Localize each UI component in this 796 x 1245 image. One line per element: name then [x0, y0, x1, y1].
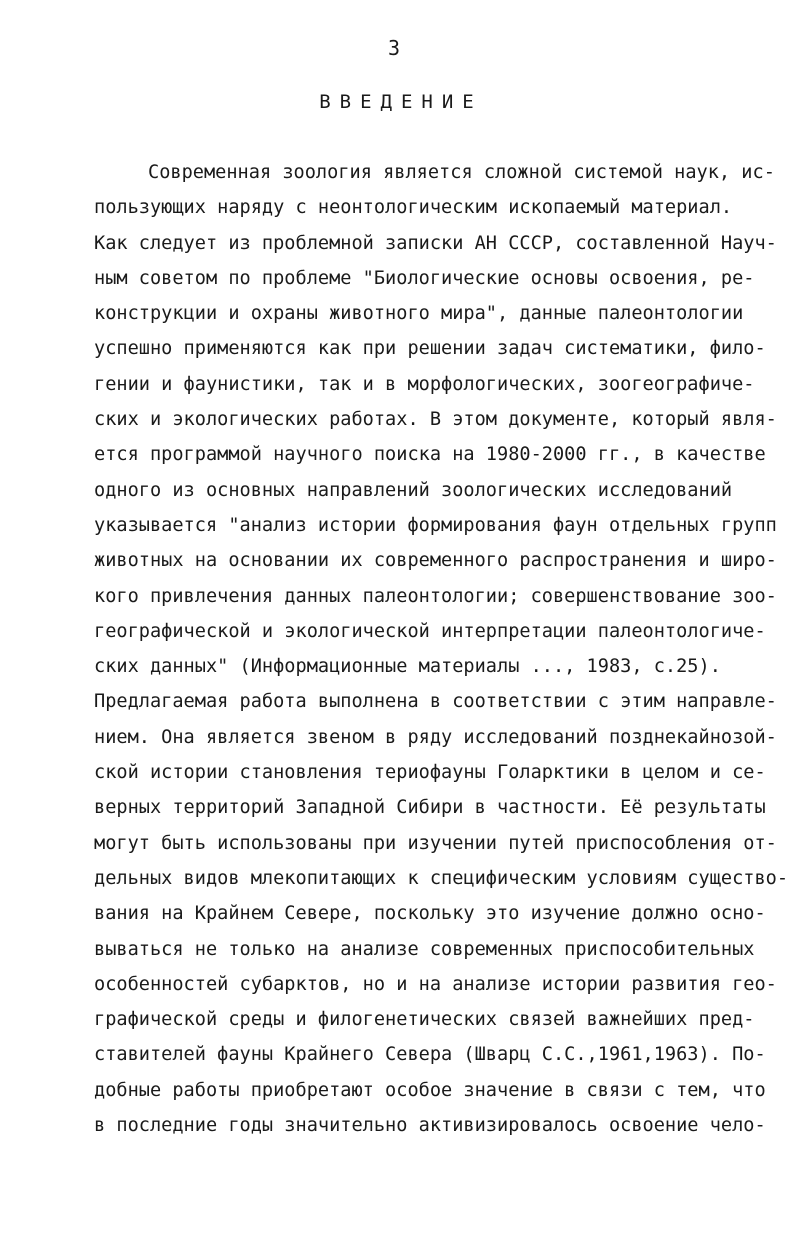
text-line: верных территорий Западной Сибири в частности. Её результаты: [94, 797, 766, 819]
text-line: могут быть использованы при изучении путей приспособления от-: [94, 832, 777, 854]
text-line: успешно применяются как при решении задач систематики, фило-: [94, 338, 766, 360]
text-line: ской истории становления териофауны Голарктики в целом и се-: [94, 762, 766, 784]
text-line: кого привлечения данных палеонтологии; совершенствование зоо-: [94, 585, 777, 607]
text-line: дельных видов млекопитающих к специфическим условиям существо-: [94, 867, 789, 889]
text-line: ских и экологических работах. В этом документе, который явля-: [94, 409, 777, 431]
text-line: одного из основных направлений зоологических исследований: [94, 479, 733, 501]
text-line: вываться не только на анализе современных приспособительных: [94, 938, 755, 960]
text-line: в последние годы значительно активизировалось освоение чело-: [94, 1115, 766, 1137]
text-line: Как следует из проблемной записки АН СССР, составленной Науч-: [94, 232, 777, 254]
text-line: конструкции и охраны животного мира", данные палеонтологии: [94, 303, 744, 325]
text-line: Современная зоология является сложной системой наук, ис-: [148, 162, 775, 183]
text-line: Предлагаемая работа выполнена в соответствии с этим направле-: [94, 691, 777, 713]
text-line: добные работы приобретают особое значение в связи с тем, что: [94, 1079, 766, 1101]
text-line: указывается "анализ истории формирования фаун отдельных групп: [94, 514, 777, 536]
text-line: ным советом по проблеме "Биологические основы освоения, ре-: [94, 267, 755, 289]
text-line: ских данных" (Информационные материалы ..., 1983, с.25).: [94, 656, 721, 678]
text-line: графической среды и филогенетических связей важнейших пред-: [94, 1009, 755, 1031]
text-line: географической и экологической интерпретации палеонтологиче-: [94, 620, 766, 642]
text-line: пользующих наряду с неонтологическим ископаемый материал.: [94, 197, 733, 219]
text-line: животных на основании их современного распространения и широ-: [94, 550, 777, 572]
page-number: 3: [388, 36, 401, 60]
text-line: гении и фаунистики, так и в морфологических, зоогеографиче-: [94, 373, 755, 395]
text-line: вания на Крайнем Севере, поскольку это изучение должно осно-: [94, 903, 766, 925]
body-text: [94, 160, 789, 1148]
section-heading: ВВЕДЕНИЕ: [319, 91, 483, 113]
text-line: ставителей фауны Крайнего Севера (Шварц С.С.,1961,1963). По-: [94, 1044, 766, 1066]
text-line: ется программой научного поиска на 1980-2000 гг., в качестве: [94, 444, 766, 466]
text-line: особенностей субарктов, но и на анализе истории развития гео-: [94, 973, 777, 995]
text-line: нием. Она является звеном в ряду исследований позднекайнозой-: [94, 726, 777, 748]
